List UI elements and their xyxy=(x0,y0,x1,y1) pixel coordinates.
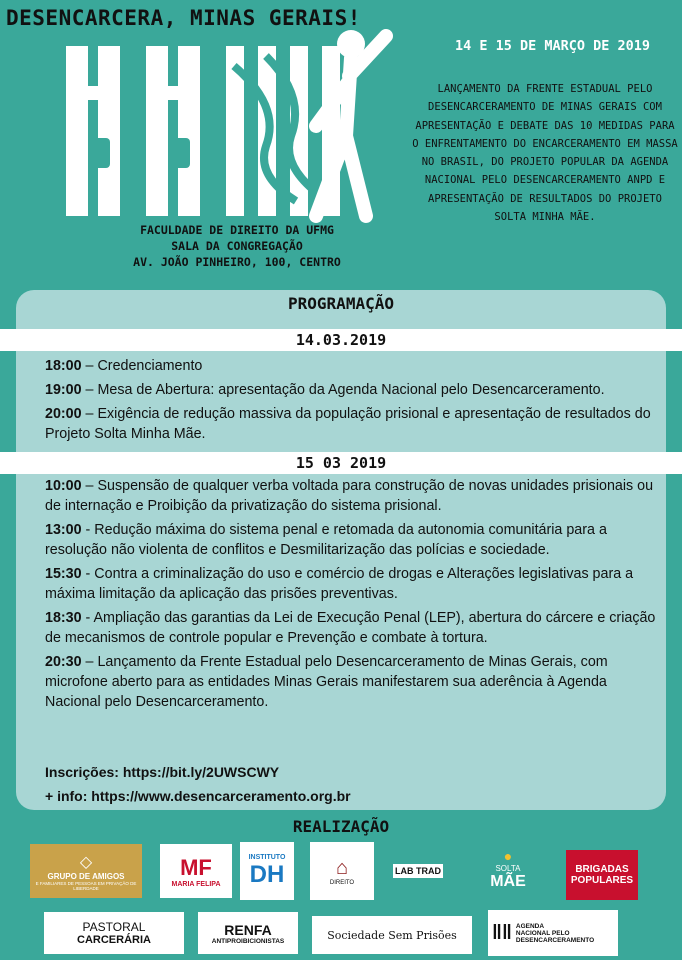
org-subname: POPULARES xyxy=(570,875,634,886)
bars-logo-icon xyxy=(66,26,406,236)
org-subname: ANTIPROIBICIONISTAS xyxy=(211,937,285,945)
program-title: PROGRAMAÇÃO xyxy=(288,294,394,313)
org-subname: MARIA FELIPA xyxy=(171,880,221,888)
launch-description: LANÇAMENTO DA FRENTE ESTADUAL PELO DESENCARCERAMENTO DE MINAS GERAIS COM APRESENTAÇÃO E DEBATE DAS 10 MEDIDAS PARA O ENFRENTAMENTO DO ENCARCERAMENTO EM MASSA NO BRASIL, DO PROJETO POPULAR DA AGENDA NACIONAL PELO DESENCARCERAMENTO ANPD E APRESENTAÇÃO DE RESULTADOS DO PROJETO SOLTA MINHA MÃE. xyxy=(412,83,678,224)
venue xyxy=(72,222,402,270)
realizacao-title: REALIZAÇÃO xyxy=(292,817,390,836)
day1-date: 14.03.2019 xyxy=(295,331,387,349)
day2-schedule xyxy=(45,476,665,716)
info-link[interactable]: + info: https://www.desencarceramento.org.br xyxy=(45,788,351,804)
registration-link[interactable]: Inscrições: https://bit.ly/2UWSCWY xyxy=(45,764,280,780)
links xyxy=(45,760,351,808)
org-name: SOLTA xyxy=(495,863,521,873)
org-subname: E FAMILIARES DE PESSOAS EM PRIVAÇÃO DE LIBERDADE xyxy=(35,880,137,891)
org-name: Sociedade Sem Prisões xyxy=(327,928,457,942)
org-name: MF xyxy=(180,854,212,880)
org-direito-ufmg-logo xyxy=(310,842,374,900)
org-subname: INSTITUTO xyxy=(248,853,286,861)
org-name: DIREITO xyxy=(329,879,355,886)
venue-line: SALA DA CONGREGAÇÃO xyxy=(171,239,303,253)
schedule-item: 15:30 - Contra a criminalização do uso e comércio de drogas e Alterações legislativas para a máxima limitação da aplicação das prisões preventivas. xyxy=(45,566,634,602)
org-maria-felipa-logo xyxy=(160,844,232,898)
org-name: LAB TRAD xyxy=(395,866,441,876)
org-name: AGENDA NACIONAL PELO DESENCARCERAMENTO xyxy=(515,922,595,944)
org-sociedade-sem-prisoes-logo xyxy=(312,916,472,954)
schedule-item: 20:30 – Lançamento da Frente Estadual pelo Desencarceramento de Minas Gerais, com microfone aberto para as entidades Minas Gerais manifestarem sua aderência à Agenda Nacional pelo Desencarceramento. xyxy=(45,654,608,710)
schedule-item: 13:00 - Redução máxima do sistema penal e retomada da autonomia comunitária para a resolução não violenta de conflitos e Desmilitarização das polícias e sociedade. xyxy=(45,522,607,558)
building-icon: ⌂ xyxy=(335,856,349,879)
org-instituto-dh-logo xyxy=(240,842,294,900)
org-name: GRUPO DE AMIGOS xyxy=(47,871,125,881)
org-lab-trad-logo xyxy=(389,842,447,900)
schedule-item: 18:30 - Ampliação das garantias da Lei de Execução Penal (LEP), abertura do cárcere e criação de mecanismos de controle popular e Prevenção e combate à tortura. xyxy=(45,610,656,646)
org-pastoral-carceraria-logo xyxy=(44,912,184,954)
kite-icon: ◇ xyxy=(79,853,93,871)
day1-band xyxy=(0,329,682,351)
org-grupo-amigos-logo xyxy=(30,844,142,898)
day1-schedule xyxy=(45,356,665,448)
schedule-item: 10:00 – Suspensão de qualquer verba voltada para construção de novas unidades prisionais ou de internação e Proibição da privatização do sistema prisional. xyxy=(45,478,654,514)
org-name: RENFA xyxy=(224,921,272,938)
org-solta-minha-mae-logo xyxy=(462,834,554,904)
person-icon: ● xyxy=(503,847,513,864)
org-brigadas-populares-logo xyxy=(566,850,638,900)
org-name: PASTORAL xyxy=(82,920,146,934)
org-subname: MÃE xyxy=(490,872,526,890)
schedule-item: 18:00 – Credenciamento xyxy=(45,358,203,374)
bars-icon: ‖‖ xyxy=(492,921,512,944)
org-agenda-nacional-logo xyxy=(488,910,618,956)
venue-line: FACULDADE DE DIREITO DA UFMG xyxy=(140,223,334,237)
org-renfa-logo xyxy=(198,912,298,954)
org-subname: CARCERÁRIA xyxy=(77,934,151,946)
day2-date: 15 03 2019 xyxy=(295,454,387,472)
day2-band xyxy=(0,452,682,474)
schedule-item: 19:00 – Mesa de Abertura: apresentação da Agenda Nacional pelo Desencarceramento. xyxy=(45,382,605,398)
org-name: DH xyxy=(249,860,285,888)
event-dates: 14 E 15 DE MARÇO DE 2019 xyxy=(454,38,651,54)
venue-line: AV. JOÃO PINHEIRO, 100, CENTRO xyxy=(133,255,341,269)
schedule-item: 20:00 – Exigência de redução massiva da população prisional e apresentação de resultados do Projeto Solta Minha Mãe. xyxy=(45,406,651,442)
poster-title: DESENCARCERA, MINAS GERAIS! xyxy=(6,6,361,30)
org-name: BRIGADAS xyxy=(575,864,629,875)
